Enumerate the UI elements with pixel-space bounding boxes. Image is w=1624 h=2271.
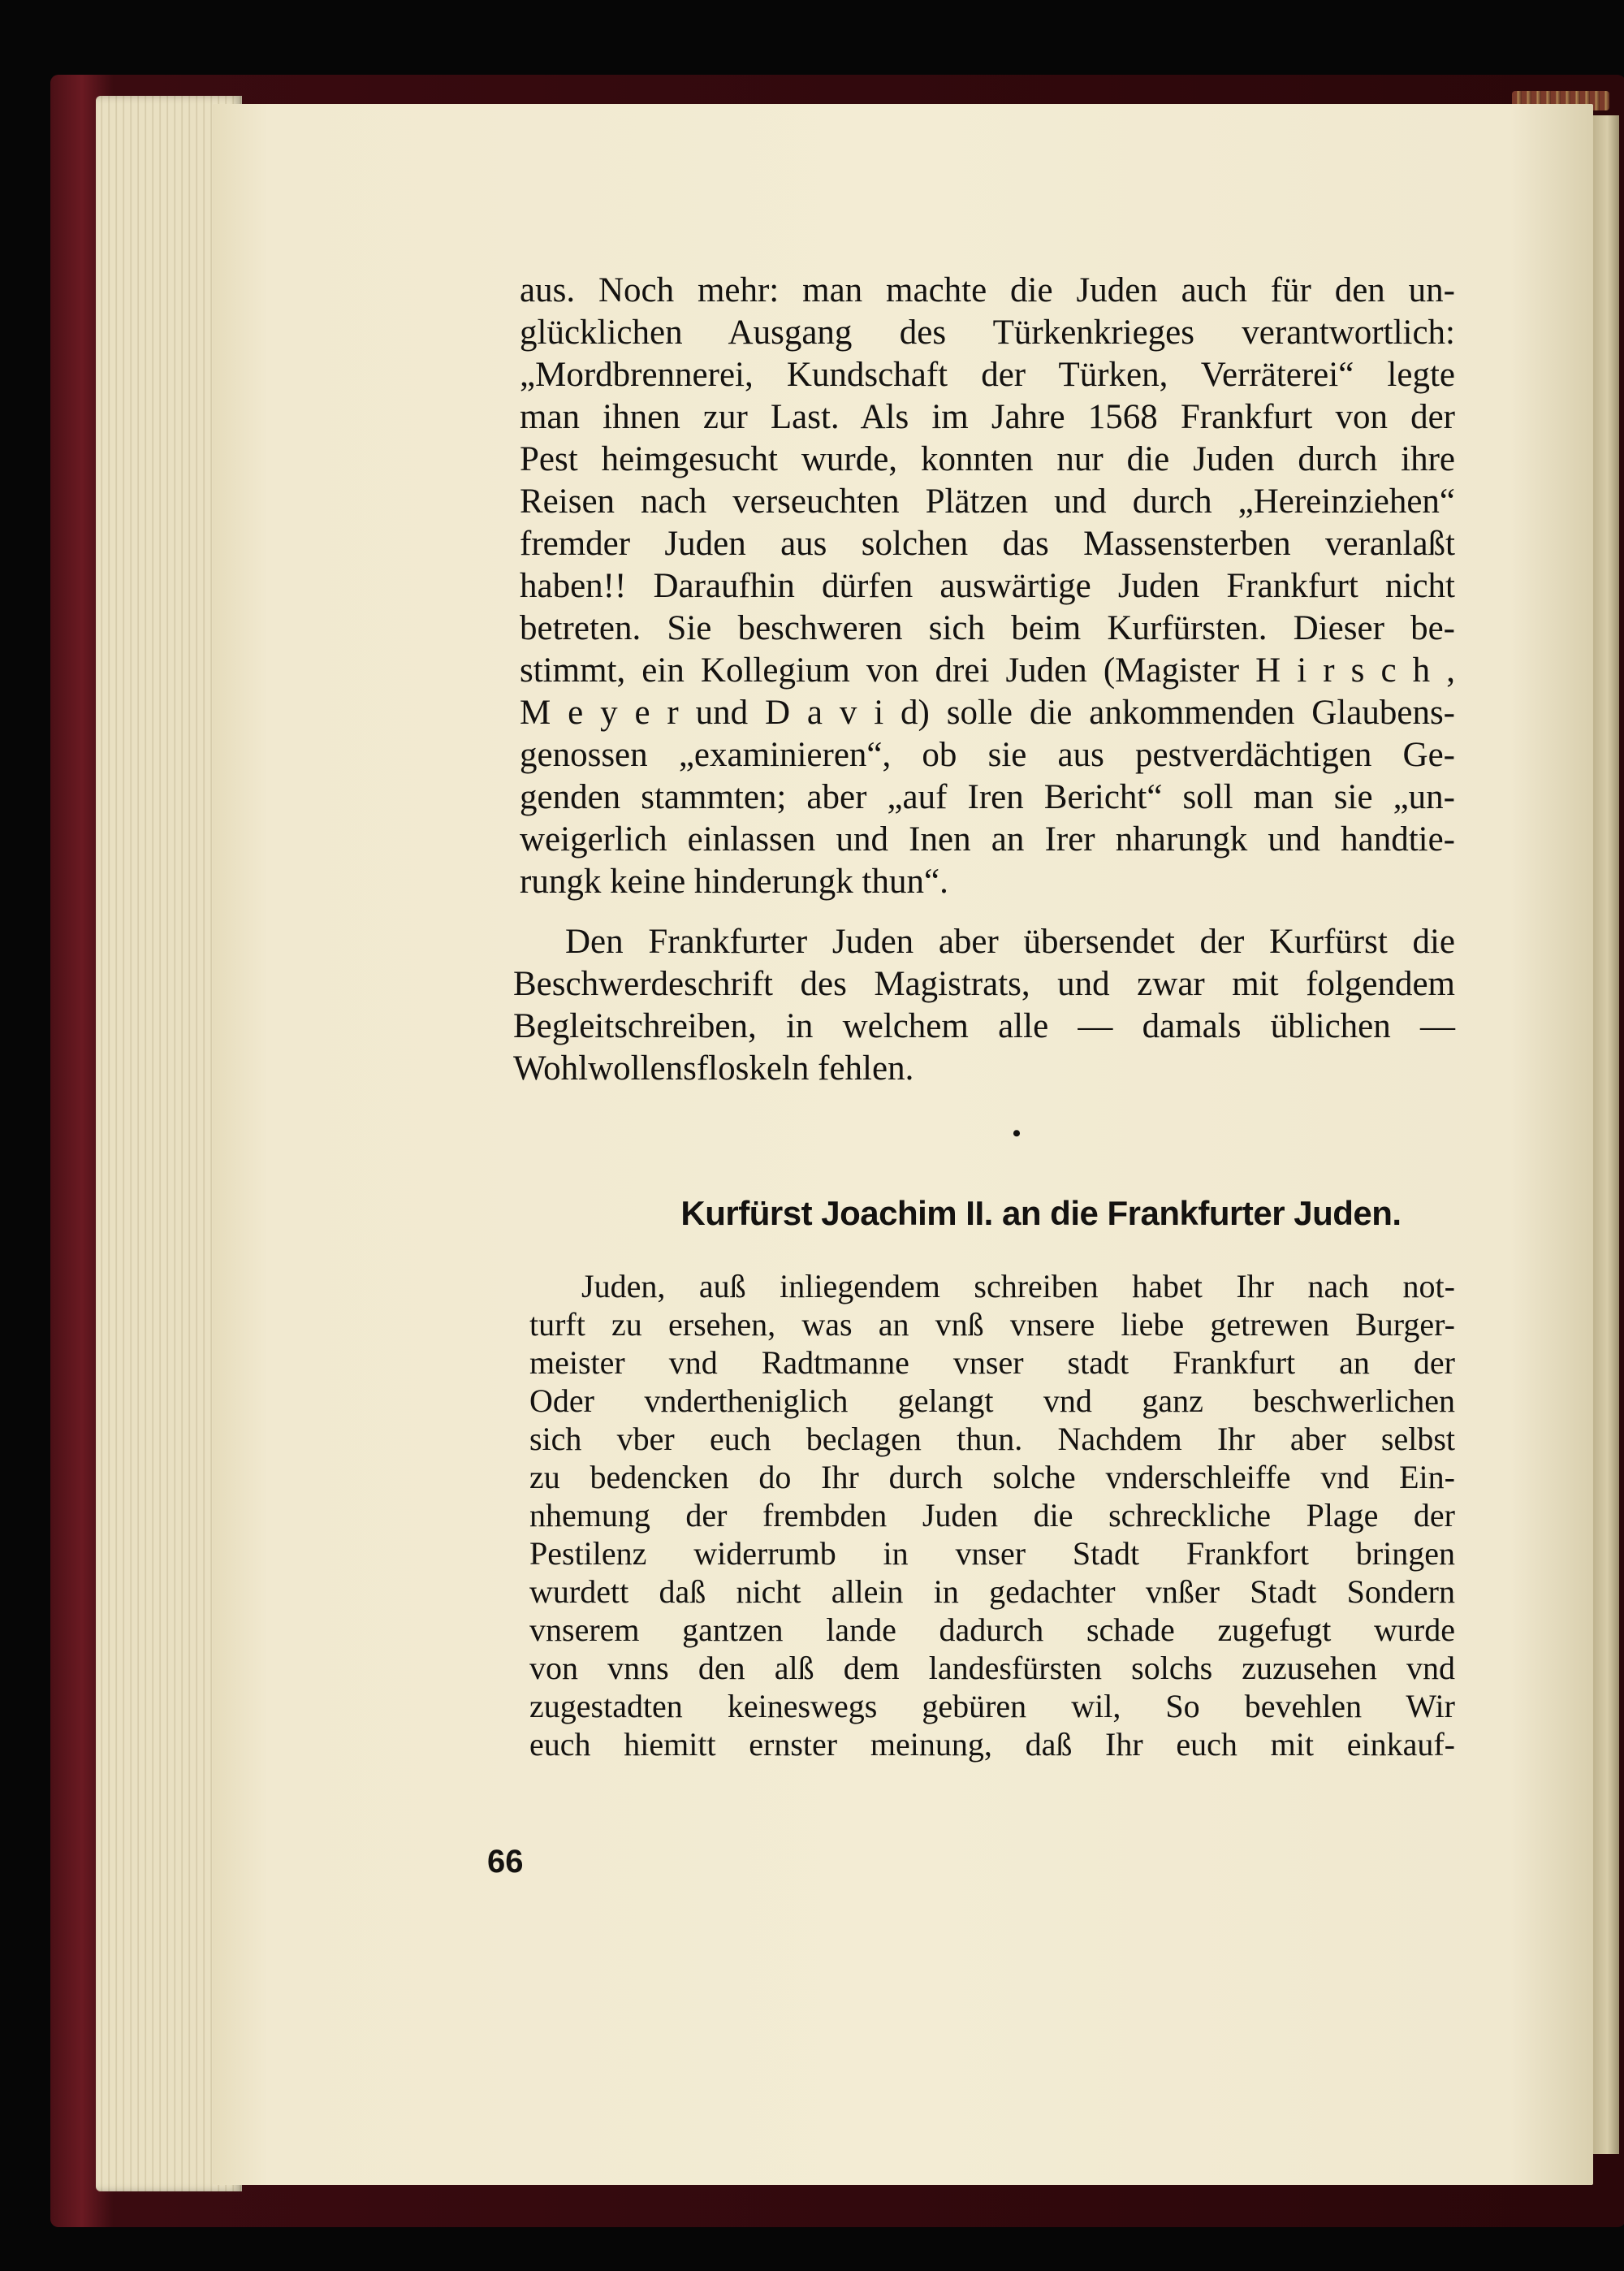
text-line: turft zu ersehen, was an vnß vnsere liebe getrewen Burger- — [529, 1306, 1455, 1343]
text-line: von vnns den alß dem landesfürsten solchs zuzusehen vnd — [529, 1650, 1455, 1686]
section-heading: Kurfürst Joachim II. an die Frankfurter Juden. — [680, 1194, 1402, 1232]
text-line: stimmt, ein Kollegium von drei Juden (Magister H i r s c h , — [520, 651, 1455, 690]
text-line: Den Frankfurter Juden aber übersendet der Kurfürst die — [565, 923, 1455, 961]
text-line: Pest heimgesucht wurde, konnten nur die Juden durch ihre — [520, 440, 1455, 478]
text-line: euch hiemitt ernster meinung, daß Ihr euch mit einkauf- — [529, 1726, 1455, 1763]
text-line: „Mordbrennerei, Kundschaft der Türken, Verräterei“ legte — [520, 356, 1455, 394]
text-line: nhemung der frembden Juden die schreckliche Plage der — [529, 1497, 1455, 1533]
paragraph-2 — [513, 921, 1455, 1090]
text-line: Oder vndertheniglich gelangt vnd ganz beschwerlichen — [529, 1382, 1455, 1419]
text-line: weigerlich einlassen und Inen an Irer nharungk und handtie- — [520, 820, 1455, 859]
text-line: Reisen nach verseuchten Plätzen und durch „Hereinziehen“ — [520, 482, 1455, 521]
page-number: 66 — [487, 1844, 524, 1880]
text-line: Beschwerdeschrift des Magistrats, und zwar mit folgendem — [513, 965, 1455, 1003]
text-line: vnserem gantzen lande dadurch schade zugefugt wurde — [529, 1611, 1455, 1648]
text-line: fremder Juden aus solchen das Massensterben veranlaßt — [520, 525, 1455, 563]
letter-text — [529, 1267, 1455, 1763]
text-line: meister vnd Radtmanne vnser stadt Frankfurt an der — [529, 1344, 1455, 1381]
paragraph-1 — [520, 270, 1455, 903]
text-line: zu bedencken do Ihr durch solche vnderschleiffe vnd Ein- — [529, 1459, 1455, 1495]
text-line: glücklichen Ausgang des Türkenkrieges verantwortlich: — [520, 314, 1455, 352]
text-line: Wohlwollensfloskeln fehlen. — [513, 1049, 914, 1088]
text-line: aus. Noch mehr: man machte die Juden auch für den un- — [520, 271, 1455, 309]
text-line: rungk keine hinderungk thun“. — [520, 863, 948, 901]
text-line: haben!! Daraufhin dürfen auswärtige Juden Frankfurt nicht — [520, 567, 1455, 605]
page-text — [513, 270, 1455, 1763]
text-line: Begleitschreiben, in welchem alle — damals üblichen — — [513, 1007, 1455, 1045]
text-line: M e y e r und D a v i d) solle die ankommenden Glaubens- — [520, 694, 1455, 732]
text-line: Juden, auß inliegendem schreiben habet Ihr nach not- — [581, 1268, 1455, 1304]
text-line: zugestadten keineswegs gebüren wil, So bevehlen Wir — [529, 1688, 1455, 1724]
text-line: wurdett daß nicht allein in gedachter vnßer Stadt Sondern — [529, 1573, 1455, 1610]
next-page-edge — [1590, 115, 1619, 2154]
text-line: sich vber euch beclagen thun. Nachdem Ihr aber selbst — [529, 1421, 1455, 1457]
text-line: Pestilenz widerrumb in vnser Stadt Frankfort bringen — [529, 1535, 1455, 1572]
text-line: man ihnen zur Last. Als im Jahre 1568 Frankfurt von der — [520, 398, 1455, 436]
text-line: genossen „examinieren“, ob sie aus pestverdächtigen Ge- — [520, 736, 1455, 774]
section-separator: • — [1012, 1120, 1021, 1147]
text-line: betreten. Sie beschweren sich beim Kurfürsten. Dieser be- — [520, 609, 1455, 647]
text-line: genden stammten; aber „auf Iren Bericht“ soll man sie „un- — [520, 778, 1455, 816]
